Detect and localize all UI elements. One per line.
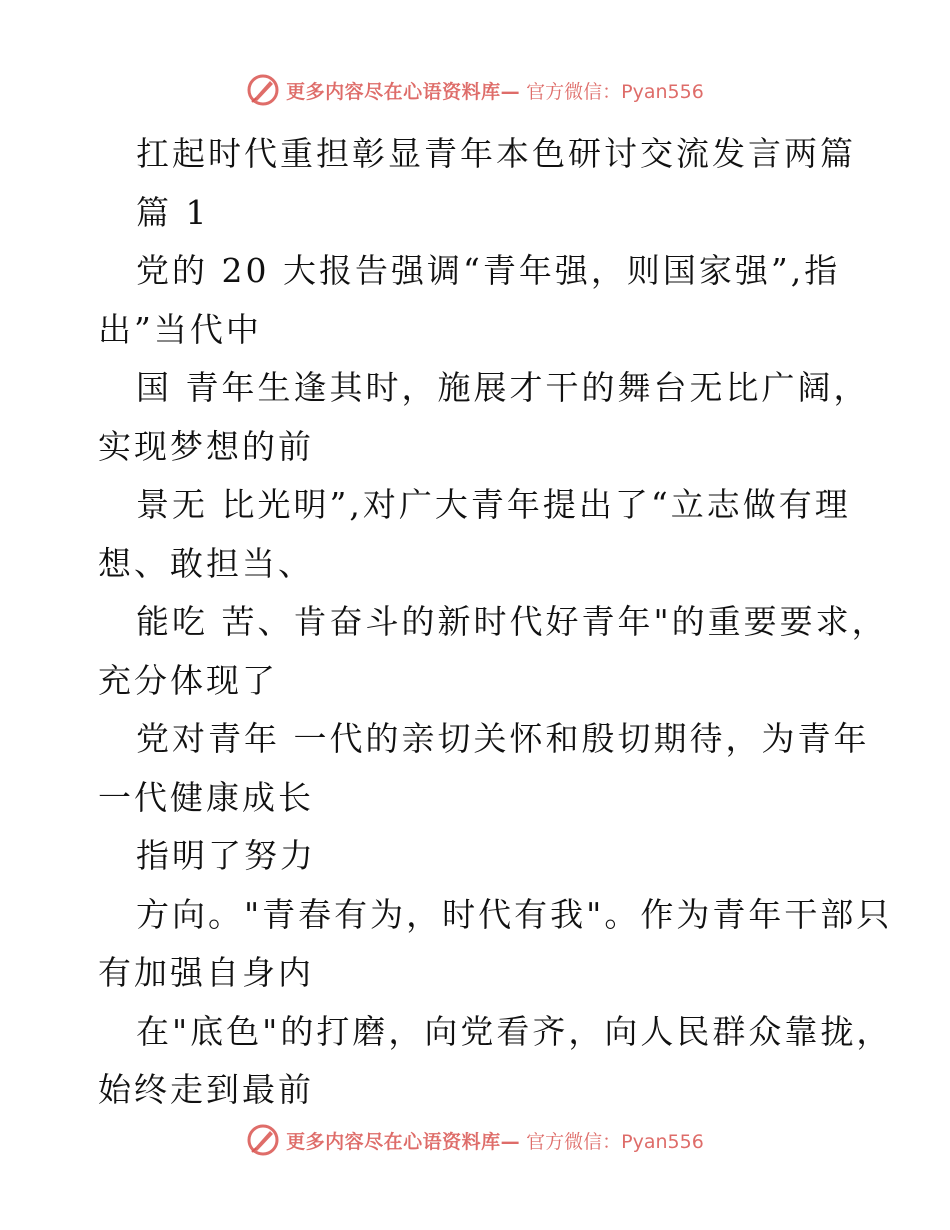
document-body [98,125,893,1120]
banner-contact-text: 官方微信：Pyan556 [526,1130,704,1153]
section-heading: 篇 1 [136,192,210,232]
paragraph-line: 想、敢担当、 [98,543,314,583]
paragraph-line: 有加强自身内 [98,953,314,992]
paragraph-line: 党对青年 一代的亲切关怀和殷切期待，为青年 [136,719,870,758]
paragraph-line: 出”当代中 [98,309,262,349]
paragraph-lines [98,242,893,1120]
quill-logo-icon [246,73,280,107]
paragraph-line: 实现梦想的前 [98,426,314,466]
paragraph-line: 在"底色"的打磨，向党看齐，向人民群众靠拢， [136,1011,893,1051]
paragraph-line: 能吃 苦、肯奋斗的新时代好青年"的重要要求， [136,602,888,641]
paragraph-line: 国 青年生逢其时，施展才干的舞台无比广阔， [136,368,870,407]
paragraph-line: 方向。"青春有为，时代有我"。作为青年干部只 [136,894,893,934]
document-title: 扛起时代重担彰显青年本色研讨交流发言两篇 [136,134,856,173]
banner-site-text: 更多内容尽在心语资料库— [286,80,521,103]
footer-watermark-banner [0,1120,950,1160]
banner-site-text: 更多内容尽在心语资料库— [286,1130,521,1153]
paragraph-line: 始终走到最前 [98,1070,314,1109]
paragraph-line: 指明了努力 [136,836,316,875]
quill-logo-icon [246,1123,280,1157]
paragraph-line: 充分体现了 [98,660,278,700]
banner-contact-text: 官方微信：Pyan556 [526,80,704,103]
paragraph-line: 党的 20 大报告强调“青年强，则国家强”,指 [136,251,841,290]
header-watermark-banner [0,70,950,110]
paragraph-line: 景无 比光明”,对广大青年提出了“立志做有理 [136,485,851,524]
paragraph-line: 一代健康成长 [98,777,314,817]
